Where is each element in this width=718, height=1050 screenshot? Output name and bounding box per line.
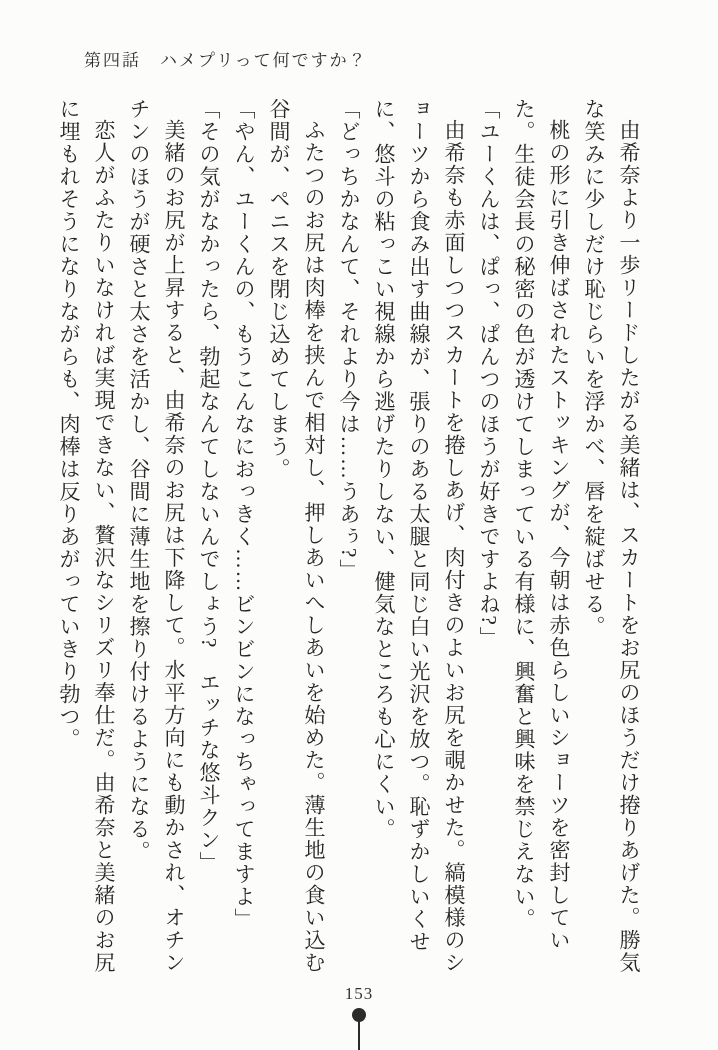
paragraph: 桃の形に引き伸ばされたストッキングが、今朝は赤色らしいショーツを密封していた。生徒会長の秘密の色が透けてしまっている有様に、興奮と興味を禁じえない。 bbox=[512, 98, 571, 952]
paragraph: ふたつのお尻は肉棒を挟んで相対し、押しあいへしあいを始めた。薄生地の食い込む谷間が、ペニスを閉じ込めてしまう。 bbox=[267, 98, 326, 974]
page-ornament-line bbox=[358, 1020, 360, 1050]
paragraph: 「ユーくんは、ぱっ、ぱんつのほうが好きですよね?」 bbox=[477, 98, 501, 649]
paragraph: 恋人がふたりいなければ実現できない、贅沢なシリズリ奉仕だ。由希奈と美緒のお尻に埋もれそうになりながらも、肉棒は反りあがっていきり勃つ。 bbox=[57, 98, 116, 974]
body-text bbox=[51, 98, 646, 986]
paragraph: 「やん、ユーくんの、もうこんなにおっきく……ビンビンになっちゃってますよ」 bbox=[232, 98, 256, 931]
chapter-header: 第四話 ハメプリって何ですか？ bbox=[84, 51, 368, 70]
paragraph: 由希奈より一歩リードしたがる美緒は、スカートをお尻のほうだけ捲りあげた。勝気な笑みに少しだけ恥じらいを浮かべ、唇を綻ばせる。 bbox=[582, 98, 641, 974]
paragraph: 美緒のお尻が上昇すると、由希奈のお尻は下降して。水平方向にも動かされ、オチンチンのほうが硬さと太さを活かし、谷間に薄生地を擦り付けるようになる。 bbox=[127, 98, 186, 974]
paragraph: 由希奈も赤面しつつスカートを捲しあげ、肉付きのよいお尻を覗かせた。縞模様のショーツから食み出す曲線が、張りのある太腿と同じ白い光沢を放つ。恥ずかしいくせに、悠斗の粘っこい視線から逃げたりしない、健気なところも心にくい。 bbox=[372, 98, 466, 974]
page-number: 153 bbox=[344, 984, 374, 1003]
paragraph: 「その気がなかったら、勃起なんてしないんでしょう? エッチな悠斗クン」 bbox=[197, 98, 221, 874]
paragraph: 「どっちかなんて、それより今は……うあぅ?」 bbox=[337, 98, 361, 582]
